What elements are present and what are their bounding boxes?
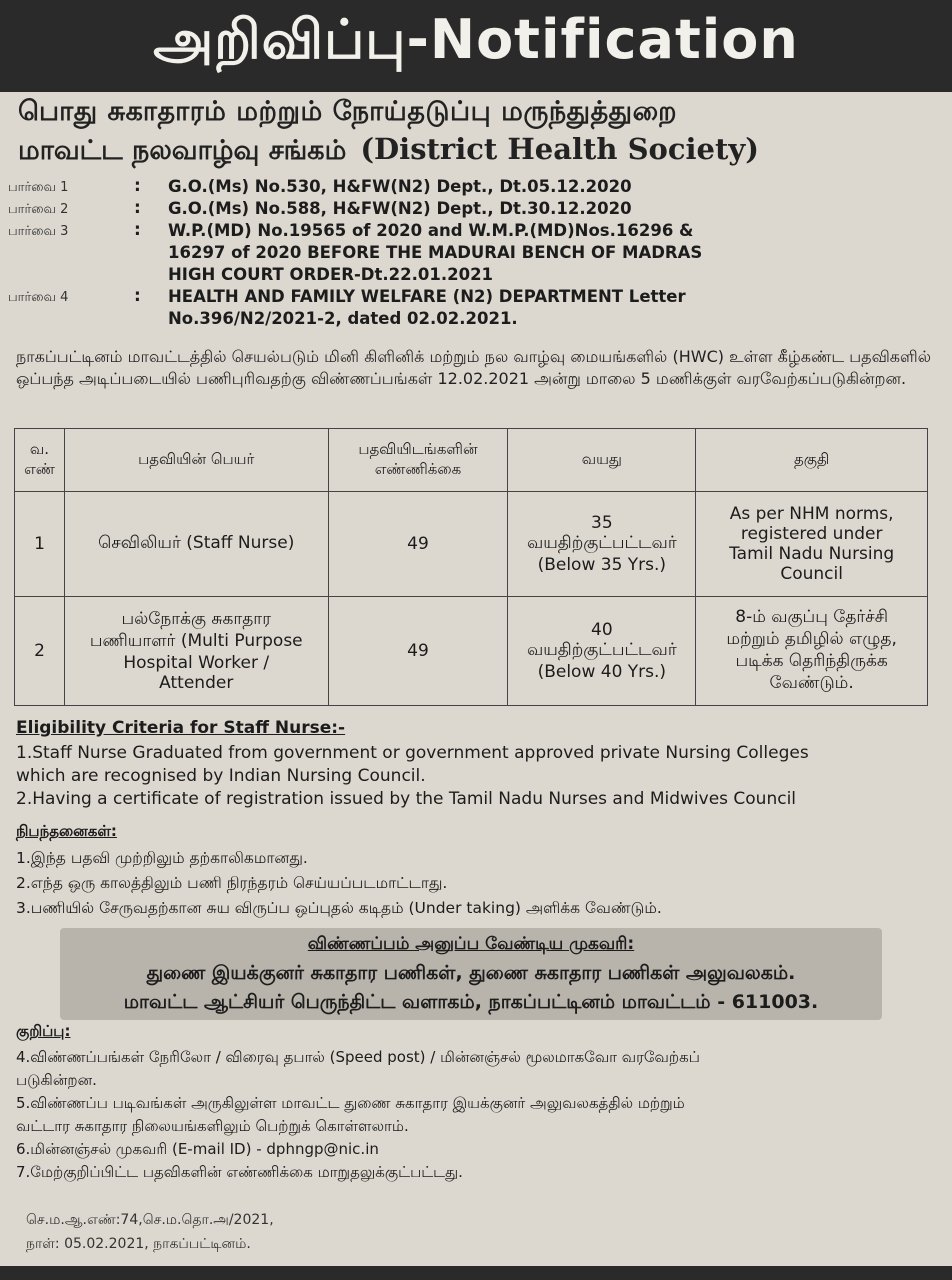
- eligibility-title: Eligibility Criteria for Staff Nurse:-: [16, 718, 346, 738]
- list-item: 6.மின்னஞ்சல் முகவரி (E-mail ID) - dphngp@nic.in: [16, 1140, 379, 1158]
- banner-title: அறிவிப்பு-Notification: [153, 8, 799, 71]
- header-count: பதவியிடங்களின் எண்ணிக்கை: [328, 429, 508, 492]
- list-item: which are recognised by Indian Nursing Council.: [16, 766, 426, 786]
- header-qualification: தகுதி: [696, 429, 928, 492]
- address-line-2: மாவட்ட ஆட்சியர் பெருந்திட்ட வளாகம், நாகப்பட்டினம் மாவட்டம் - 611003.: [123, 991, 819, 1013]
- qual-line: As per NHM norms,: [729, 504, 894, 524]
- posts-table: [14, 428, 928, 706]
- qual-line: registered under: [740, 524, 883, 544]
- reference-2: [8, 198, 938, 220]
- cell-age: [508, 597, 696, 706]
- reference-text: G.O.(Ms) No.588, H&FW(N2) Dept., Dt.30.12.2020: [168, 199, 632, 218]
- list-item: 3.பணியில் சேருவதற்கான சுய விருப்ப ஒப்புதல் கடிதம் (Under taking) அளிக்க வேண்டும்.: [16, 899, 662, 917]
- cell-age: [508, 492, 696, 597]
- age-line: (Below 40 Yrs.): [537, 662, 667, 682]
- reference-line: 16297 of 2020 BEFORE THE MADURAI BENCH OF MADRAS: [168, 243, 703, 262]
- reference-colon: :: [134, 198, 141, 218]
- post-line: பணியாளர் (Multi Purpose: [89, 631, 303, 651]
- cell-qualification: [696, 492, 928, 597]
- list-item: படுகின்றன.: [16, 1071, 97, 1089]
- list-item: 2.Having a certificate of registration issued by the Tamil Nadu Nurses and Midwives Council: [16, 789, 797, 809]
- list-item: 5.விண்ணப்ப படிவங்கள் அருகிலுள்ள மாவட்ட துணை சுகாதார இயக்குனர் அலுவலகத்தில் மற்றும்: [16, 1094, 685, 1112]
- reference-line: HEALTH AND FAMILY WELFARE (N2) DEPARTMENT Letter: [168, 287, 686, 306]
- cell-sno: 1: [15, 492, 65, 597]
- list-item: 1.இந்த பதவி முற்றிலும் தற்காலிகமானது.: [16, 849, 308, 867]
- list-item: 7.மேற்குறிப்பிட்ட பதவிகளின் எண்ணிக்கை மாறுதலுக்குட்பட்டது.: [16, 1163, 463, 1181]
- reference-1: [8, 176, 938, 198]
- table-header-row: [15, 429, 928, 492]
- conditions-title: நிபந்தனைகள்:: [16, 822, 117, 840]
- conditions-list: [16, 846, 931, 921]
- address-line-1: துணை இயக்குனர் சுகாதார பணிகள், துணை சுகாதார பணிகள் அலுவலகம்.: [146, 962, 796, 984]
- list-item: 2.எந்த ஒரு காலத்திலும் பணி நிரந்தரம் செய்யப்படமாட்டாது.: [16, 874, 448, 892]
- reference-colon: :: [134, 220, 141, 240]
- post-line: Attender: [159, 673, 234, 693]
- department-heading: பொது சுகாதாரம் மற்றும் நோய்தடுப்பு மருந்துத்துறை: [18, 96, 678, 127]
- banner: [0, 0, 952, 92]
- society-heading-tamil: மாவட்ட நலவாழ்வு சங்கம்: [18, 135, 347, 166]
- header-sno: வ. எண்: [15, 429, 65, 492]
- reference-colon: :: [134, 286, 141, 306]
- reference-line: HIGH COURT ORDER-Dt.22.01.2021: [168, 265, 494, 284]
- society-heading: [18, 132, 938, 170]
- reference-text: G.O.(Ms) No.530, H&FW(N2) Dept., Dt.05.12.2020: [168, 177, 632, 196]
- list-item: 1.Staff Nurse Graduated from government or government approved private Nursing Colleges: [16, 743, 809, 763]
- cell-count: 49: [328, 492, 508, 597]
- reference-label: பார்வை 4: [8, 290, 69, 305]
- cell-post: [64, 597, 328, 706]
- reference-line: W.P.(MD) No.19565 of 2020 and W.M.P.(MD)Nos.16296 &: [168, 221, 694, 240]
- cell-sno: 2: [15, 597, 65, 706]
- cell-count: 49: [328, 597, 508, 706]
- age-line: 35: [591, 513, 613, 533]
- intro-paragraph: நாகப்பட்டினம் மாவட்டத்தில் செயல்படும் மினி கிளினிக் மற்றும் நல வாழ்வு மையங்களில் (HWC) உள்ள கீழ்கண்ட பதவிகளில் ஒப்பந்த அடிப்படையில் பணிபுரிவதற்கு விண்ணப்பங்கள் 12.02.2021 அன்று மாலை 5 மணிக்குள் வரவேற்கப்படுகின்றன.: [16, 347, 931, 388]
- notes-list: [16, 1046, 931, 1184]
- footer-date: நாள்: 05.02.2021, நாகப்பட்டினம்.: [26, 1236, 251, 1252]
- reference-text: [168, 220, 938, 286]
- table-row: [15, 597, 928, 706]
- age-line: வயதிற்குட்பட்டவர்: [526, 533, 677, 553]
- reference-4: [8, 286, 938, 330]
- age-line: வயதிற்குட்பட்டவர்: [526, 640, 677, 660]
- society-heading-english: (District Health Society): [360, 132, 759, 166]
- qual-line: படிக்க தெரிந்திருக்க: [735, 651, 888, 671]
- list-item: வட்டார சுகாதார நிலையங்களிலும் பெற்றுக் கொள்ளலாம்.: [16, 1117, 409, 1135]
- cell-qualification: [696, 597, 928, 706]
- reference-label: பார்வை 3: [8, 224, 69, 239]
- qual-line: Tamil Nadu Nursing: [729, 544, 895, 564]
- qual-line: 8-ம் வகுப்பு தேர்ச்சி: [735, 607, 889, 627]
- address-box: [60, 928, 882, 1020]
- list-item: 4.விண்ணப்பங்கள் நேரிலோ / விரைவு தபால் (Speed post) / மின்னஞ்சல் மூலமாகவோ வரவேற்கப்: [16, 1048, 700, 1066]
- header-age: வயது: [508, 429, 696, 492]
- post-line: பல்நோக்கு சுகாதார: [121, 609, 271, 629]
- reference-colon: :: [134, 176, 141, 196]
- qual-line: வேண்டும்.: [769, 673, 854, 693]
- qual-line: மற்றும் தமிழில் எழுத,: [726, 629, 897, 649]
- address-title: விண்ணப்பம் அனுப்ப வேண்டிய முகவரி:: [307, 934, 635, 954]
- post-line: Hospital Worker /: [123, 653, 270, 673]
- reference-label: பார்வை 2: [8, 202, 69, 217]
- footer-reference: செ.ம.ஆ.எண்:74,செ.ம.தொ.அ/2021,: [26, 1212, 274, 1228]
- bottom-bar: [0, 1266, 952, 1280]
- age-line: 40: [591, 620, 613, 640]
- eligibility-list: [16, 742, 931, 811]
- reference-label: பார்வை 1: [8, 180, 69, 195]
- reference-line: No.396/N2/2021-2, dated 02.02.2021.: [168, 309, 518, 328]
- references: [8, 176, 938, 330]
- reference-3: [8, 220, 938, 286]
- cell-post: செவிலியர் (Staff Nurse): [64, 492, 328, 597]
- reference-text: [168, 286, 938, 330]
- header-post: பதவியின் பெயர்: [64, 429, 328, 492]
- qual-line: Council: [780, 564, 843, 584]
- age-line: (Below 35 Yrs.): [537, 555, 667, 575]
- notes-title: குறிப்பு:: [16, 1022, 71, 1040]
- table-row: [15, 492, 928, 597]
